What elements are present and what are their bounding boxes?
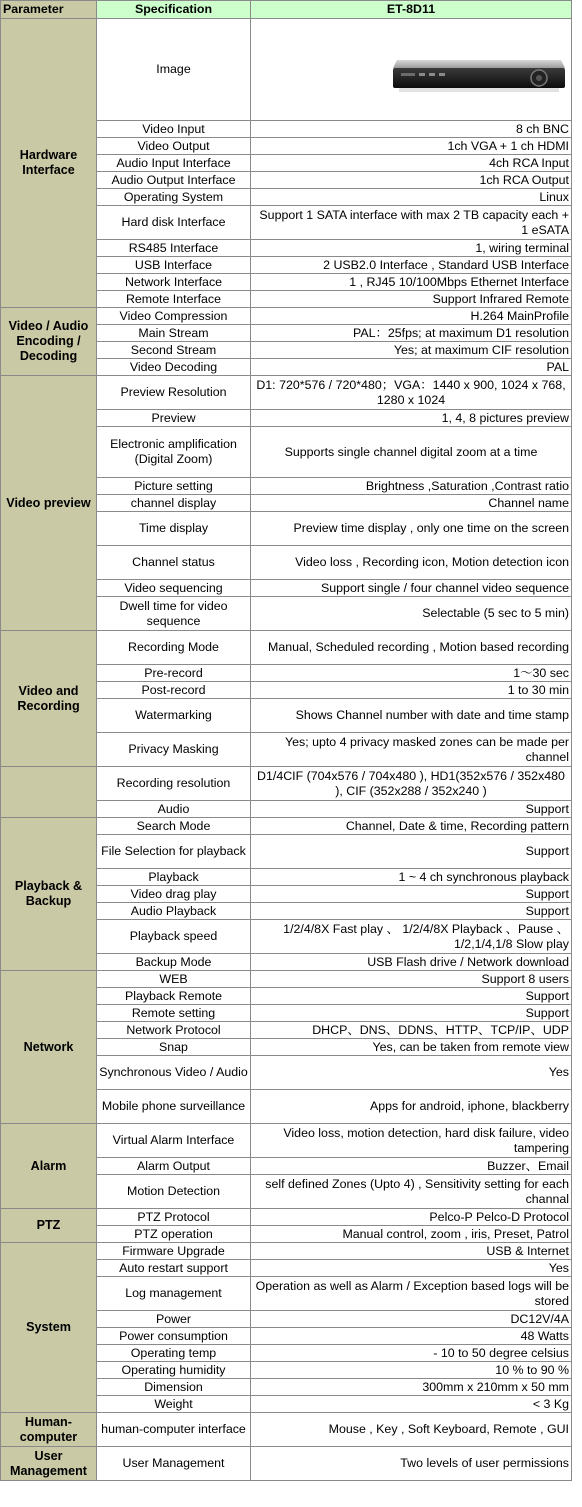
spec-name-cell: Dwell time for video sequence [97, 597, 251, 631]
table-row [1, 818, 572, 835]
spec-name-cell: USB Interface [97, 257, 251, 274]
image-cell [251, 19, 572, 121]
spec-value-cell: 48 Watts [251, 1328, 572, 1345]
spec-name-cell: channel display [97, 495, 251, 512]
spec-value-cell: USB & Internet [251, 1243, 572, 1260]
spec-name-cell: Auto restart support [97, 1260, 251, 1277]
spec-name-cell: Operating temp [97, 1345, 251, 1362]
spec-name-cell: User Management [97, 1447, 251, 1481]
category-cell: Human-computer [1, 1413, 97, 1447]
spec-value-cell: Support [251, 835, 572, 869]
table-row [1, 767, 572, 801]
spec-value-cell: Yes [251, 1260, 572, 1277]
spec-name-cell: Audio [97, 801, 251, 818]
spec-name-cell: Search Mode [97, 818, 251, 835]
category-cell: Hardware Interface [1, 19, 97, 308]
spec-name-cell: Hard disk Interface [97, 206, 251, 240]
spec-value-cell: 1 to 30 min [251, 682, 572, 699]
spec-value-cell: USB Flash drive / Network download [251, 954, 572, 971]
category-cell: Network [1, 971, 97, 1124]
spec-value-cell: 1, 4, 8 pictures preview [251, 410, 572, 427]
spec-name-cell: Dimension [97, 1379, 251, 1396]
spec-name-cell: Post-record [97, 682, 251, 699]
spec-name-cell: Video Compression [97, 308, 251, 325]
category-cell [1, 767, 97, 818]
spec-name-cell: Main Stream [97, 325, 251, 342]
spec-value-cell: Yes; at maximum CIF resolution [251, 342, 572, 359]
spec-name-cell: Playback Remote [97, 988, 251, 1005]
spec-name-cell: Video sequencing [97, 580, 251, 597]
spec-body [1, 19, 572, 1481]
spec-value-cell: < 3 Kg [251, 1396, 572, 1413]
spec-name-cell: Operating System [97, 189, 251, 206]
spec-value-cell: 1ch VGA + 1 ch HDMI [251, 138, 572, 155]
spec-value-cell: Support 1 SATA interface with max 2 TB capacity each + 1 eSATA [251, 206, 572, 240]
spec-name-cell: Audio Output Interface [97, 172, 251, 189]
spec-name-cell: Pre-record [97, 665, 251, 682]
spec-value-cell: Brightness ,Saturation ,Contrast ratio [251, 478, 572, 495]
category-cell: PTZ [1, 1209, 97, 1243]
spec-value-cell: Manual, Scheduled recording , Motion based recording [251, 631, 572, 665]
spec-name-cell: Electronic amplification (Digital Zoom) [97, 427, 251, 478]
spec-name-cell: Playback speed [97, 920, 251, 954]
spec-name-cell: Video drag play [97, 886, 251, 903]
spec-value-cell: Support [251, 886, 572, 903]
spec-value-cell: DC12V/4A [251, 1311, 572, 1328]
table-row [1, 1209, 572, 1226]
spec-value-cell: Yes, can be taken from remote view [251, 1039, 572, 1056]
table-row [1, 631, 572, 665]
spec-name-cell: Channel status [97, 546, 251, 580]
table-row [1, 1124, 572, 1158]
spec-value-cell: DHCP、DNS、DDNS、HTTP、TCP/IP、UDP [251, 1022, 572, 1039]
spec-name-cell: Recording resolution [97, 767, 251, 801]
spec-value-cell: 300mm x 210mm x 50 mm [251, 1379, 572, 1396]
spec-value-cell: Support [251, 903, 572, 920]
spec-name-cell: Image [97, 19, 251, 121]
spec-value-cell: 1～30 sec [251, 665, 572, 682]
dvr-device-image [389, 40, 569, 100]
header-specification: Specification [97, 1, 251, 19]
spec-name-cell: Operating humidity [97, 1362, 251, 1379]
spec-value-cell: Preview time display , only one time on the screen [251, 512, 572, 546]
spec-value-cell: Support 8 users [251, 971, 572, 988]
category-cell: Alarm [1, 1124, 97, 1209]
spec-value-cell: D1/4CIF (704x576 / 704x480 ), HD1(352x576 / 352x480 ), CIF (352x288 / 352x240 ) [251, 767, 572, 801]
spec-name-cell: Playback [97, 869, 251, 886]
category-cell: Playback & Backup [1, 818, 97, 971]
spec-name-cell: Synchronous Video / Audio [97, 1056, 251, 1090]
spec-name-cell: Network Protocol [97, 1022, 251, 1039]
spec-name-cell: Picture setting [97, 478, 251, 495]
spec-name-cell: Remote Interface [97, 291, 251, 308]
spec-name-cell: Video Decoding [97, 359, 251, 376]
spec-name-cell: Power [97, 1311, 251, 1328]
spec-value-cell: Linux [251, 189, 572, 206]
spec-name-cell: PTZ Protocol [97, 1209, 251, 1226]
table-row [1, 1413, 572, 1447]
spec-value-cell: - 10 to 50 degree celsius [251, 1345, 572, 1362]
spec-name-cell: Preview [97, 410, 251, 427]
spec-name-cell: Preview Resolution [97, 376, 251, 410]
spec-name-cell: Mobile phone surveillance [97, 1090, 251, 1124]
header-row [1, 1, 572, 19]
spec-value-cell: Buzzer、Email [251, 1158, 572, 1175]
spec-name-cell: Video Output [97, 138, 251, 155]
spec-value-cell: 10 % to 90 % [251, 1362, 572, 1379]
spec-name-cell: Power consumption [97, 1328, 251, 1345]
table-row [1, 1243, 572, 1260]
category-cell: System [1, 1243, 97, 1413]
spec-value-cell: Operation as well as Alarm / Exception based logs will be stored [251, 1277, 572, 1311]
spec-value-cell: Selectable (5 sec to 5 min) [251, 597, 572, 631]
spec-value-cell: Support [251, 801, 572, 818]
category-cell: Video preview [1, 376, 97, 631]
spec-value-cell: self defined Zones (Upto 4) , Sensitivity setting for each channal [251, 1175, 572, 1209]
spec-name-cell: Network Interface [97, 274, 251, 291]
spec-value-cell: Channel, Date & time, Recording pattern [251, 818, 572, 835]
spec-value-cell: H.264 MainProfile [251, 308, 572, 325]
spec-name-cell: human-computer interface [97, 1413, 251, 1447]
table-row [1, 19, 572, 121]
spec-value-cell: Support [251, 988, 572, 1005]
spec-value-cell: Support Infrared Remote [251, 291, 572, 308]
table-row [1, 971, 572, 988]
spec-value-cell: PAL：25fps; at maximum D1 resolution [251, 325, 572, 342]
spec-value-cell: D1: 720*576 / 720*480；VGA：1440 x 900, 1024 x 768, 1280 x 1024 [251, 376, 572, 410]
spec-value-cell: Channel name [251, 495, 572, 512]
spec-name-cell: Time display [97, 512, 251, 546]
spec-name-cell: Snap [97, 1039, 251, 1056]
spec-name-cell: Audio Input Interface [97, 155, 251, 172]
spec-value-cell: Supports single channel digital zoom at a time [251, 427, 572, 478]
spec-name-cell: Privacy Masking [97, 733, 251, 767]
spec-value-cell: 1 , RJ45 10/100Mbps Ethernet Interface [251, 274, 572, 291]
spec-name-cell: File Selection for playback [97, 835, 251, 869]
spec-name-cell: Video Input [97, 121, 251, 138]
header-parameter: Parameter [1, 1, 97, 19]
spec-name-cell: Weight [97, 1396, 251, 1413]
spec-value-cell: Video loss, motion detection, hard disk failure, video tampering [251, 1124, 572, 1158]
spec-name-cell: Backup Mode [97, 954, 251, 971]
spec-name-cell: Remote setting [97, 1005, 251, 1022]
spec-value-cell: 4ch RCA Input [251, 155, 572, 172]
spec-value-cell: Shows Channel number with date and time stamp [251, 699, 572, 733]
spec-name-cell: Log management [97, 1277, 251, 1311]
spec-value-cell: Support [251, 1005, 572, 1022]
category-cell: Video / Audio Encoding / Decoding [1, 308, 97, 376]
category-cell: User Management [1, 1447, 97, 1481]
table-row [1, 1447, 572, 1481]
category-cell: Video and Recording [1, 631, 97, 767]
spec-name-cell: Second Stream [97, 342, 251, 359]
spec-value-cell: Mouse , Key , Soft Keyboard, Remote , GUI [251, 1413, 572, 1447]
spec-value-cell: Manual control, zoom , iris, Preset, Patrol [251, 1226, 572, 1243]
spec-value-cell: 2 USB2.0 Interface , Standard USB Interface [251, 257, 572, 274]
spec-value-cell: 1/2/4/8X Fast play 、 1/2/4/8X Playback 、Pause 、 1/2,1/4,1/8 Slow play [251, 920, 572, 954]
spec-name-cell: WEB [97, 971, 251, 988]
table-row [1, 308, 572, 325]
spec-name-cell: Watermarking [97, 699, 251, 733]
spec-value-cell: Yes [251, 1056, 572, 1090]
spec-value-cell: 8 ch BNC [251, 121, 572, 138]
spec-name-cell: Motion Detection [97, 1175, 251, 1209]
table-row [1, 376, 572, 410]
spec-value-cell: PAL [251, 359, 572, 376]
spec-value-cell: Yes; upto 4 privacy masked zones can be made per channel [251, 733, 572, 767]
header-model: ET-8D11 [251, 1, 572, 19]
spec-value-cell: Support single / four channel video sequence [251, 580, 572, 597]
spec-value-cell: Video loss , Recording icon, Motion detection icon [251, 546, 572, 580]
spec-name-cell: Firmware Upgrade [97, 1243, 251, 1260]
spec-value-cell: Two levels of user permissions [251, 1447, 572, 1481]
spec-value-cell: 1ch RCA Output [251, 172, 572, 189]
spec-name-cell: PTZ operation [97, 1226, 251, 1243]
spec-name-cell: Audio Playback [97, 903, 251, 920]
spec-value-cell: Apps for android, iphone, blackberry [251, 1090, 572, 1124]
spec-value-cell: Pelco-P Pelco-D Protocol [251, 1209, 572, 1226]
spec-value-cell: 1, wiring terminal [251, 240, 572, 257]
spec-name-cell: Recording Mode [97, 631, 251, 665]
spec-value-cell: 1 ~ 4 ch synchronous playback [251, 869, 572, 886]
spec-name-cell: Alarm Output [97, 1158, 251, 1175]
spec-name-cell: Virtual Alarm Interface [97, 1124, 251, 1158]
spec-name-cell: RS485 Interface [97, 240, 251, 257]
